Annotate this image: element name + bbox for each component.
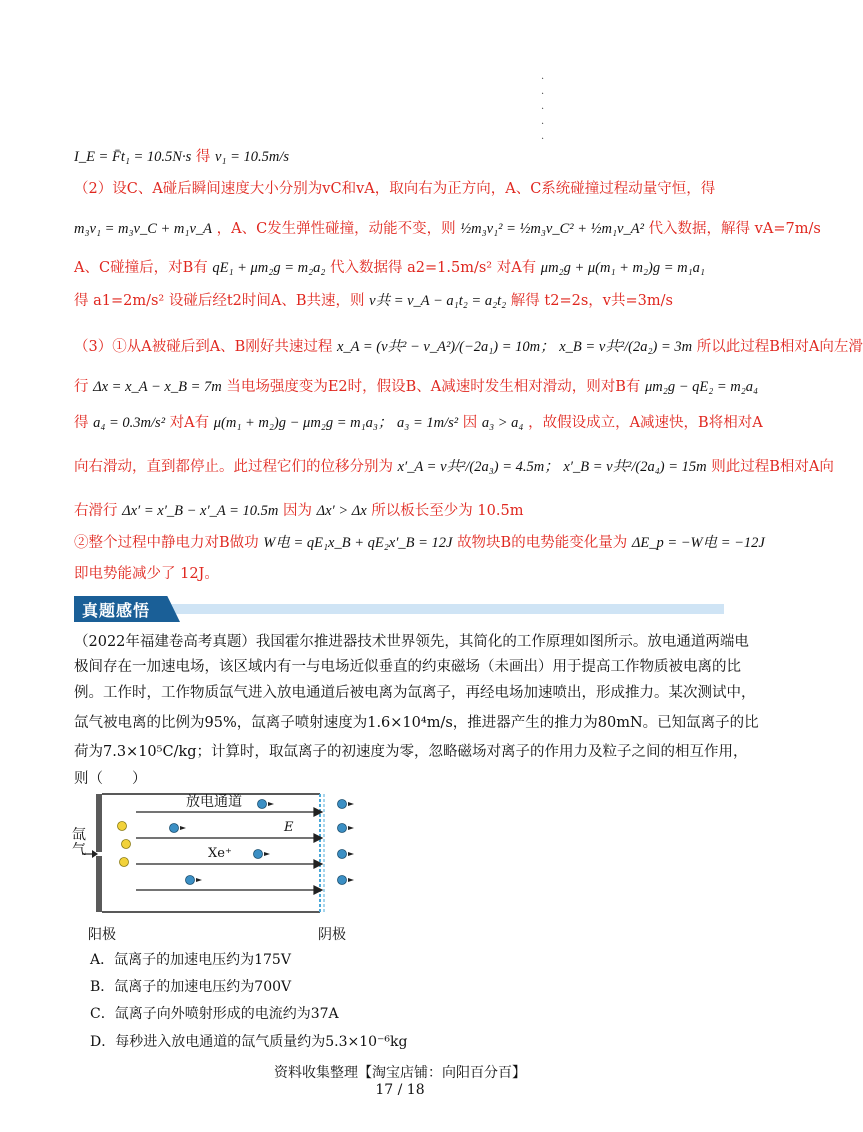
- cathode-label: 阴极: [318, 927, 346, 943]
- text-work: ②整个过程中静电力对B做功: [74, 535, 259, 551]
- question-line-2: 极间存在一加速电场，该区域内有一与电场近似垂直的约束磁场（未画出）用于提高工作物质被电离的比: [74, 659, 741, 675]
- gas-label: 氙气: [72, 827, 86, 858]
- xb-formula: x_B = v共²/(2a₂) = 3m: [559, 339, 693, 355]
- field-label: E: [284, 820, 294, 835]
- ion-4: [186, 876, 195, 885]
- energy-formula: ½m₃v₁² = ½m₃v_C² + ½m₁v_A²: [460, 221, 644, 237]
- section-banner: [74, 596, 724, 622]
- ion-out-1: [338, 800, 347, 809]
- solution-line-7: [74, 376, 758, 398]
- xenon-atom-1: [118, 822, 127, 831]
- ion-1: [258, 800, 267, 809]
- xenon-atom-3: [120, 858, 129, 867]
- text-because: 因: [462, 415, 478, 431]
- option-b: B．氙离子的加速电压约为700V: [90, 979, 292, 995]
- hall-thruster-diagram: [74, 792, 384, 918]
- solution-line-12: 即电势能减少了 12J。: [74, 566, 219, 582]
- top-dots: · · · · ·: [541, 74, 545, 145]
- b-decel-formula: μm₂g − qE₂ = m₂a₄: [645, 379, 759, 395]
- anode-plate-bottom: [96, 856, 102, 912]
- text-a2: 代入数据得 a2=1.5m/s² 对A有: [330, 260, 537, 276]
- xb-prime-formula: x′_B = v共²/(2a₄) = 15m: [563, 459, 707, 475]
- question-line-5: 荷为7.3×10⁵C/kg；计算时，取氙离子的初速度为零，忽略磁场对离子的作用力及粒子之间的相互作用，: [74, 744, 748, 760]
- a3-gt-a4: a₃ > a₄: [481, 415, 524, 431]
- delta-x-formula: Δx = x_A − x_B = 7m: [93, 379, 222, 395]
- solution-line-10: [74, 500, 523, 522]
- b-force-formula: qE₁ + μm₂g = m₂a₂: [212, 260, 326, 276]
- page-number: 17 / 18: [375, 1082, 425, 1098]
- question-line-4: 氙气被电离的比例为95%，氙离子喷射速度为1.6×10⁴m/s，推进器产生的推力为80mN。已知氙离子的比: [74, 715, 759, 731]
- footer-source: 资料收集整理【淘宝店铺：向阳百分百】: [274, 1065, 526, 1081]
- text-de-2: 得: [74, 415, 89, 431]
- ion-arrows-outside: [348, 802, 354, 882]
- text-hang: 行: [74, 379, 89, 395]
- solution-line-11: [74, 532, 765, 554]
- ion-label: Xe⁺: [208, 846, 232, 861]
- a4-value: a₄ = 0.3m/s²: [93, 415, 166, 431]
- ions-outside: [338, 800, 347, 885]
- text-a1: 得 a1=2m/s² 设碰后经t2时间A、B共速，则: [74, 293, 365, 309]
- question-line-3: 例。工作时，工作物质氙气进入放电通道后被电离为氙离子，再经电场加速喷出，形成推力。某次测试中，: [74, 685, 756, 701]
- banner-title: 真题感悟: [82, 601, 151, 620]
- ion-arrows-inside: [180, 802, 274, 882]
- text-de: 得: [195, 149, 211, 165]
- text-t2: 解得 t2=2s，v共=3m/s: [510, 293, 673, 309]
- solution-line-4: [74, 257, 705, 279]
- solution-line-8: [74, 412, 763, 434]
- solution-line-9: [74, 456, 834, 478]
- xa-prime-formula: x′_A = v共²/(2a₃) = 4.5m；: [397, 459, 559, 475]
- xenon-atom-2: [122, 840, 131, 849]
- ion-out-3: [338, 850, 347, 859]
- common-velocity-formula: v共 = v_A − a₁t₂ = a₂t₂: [369, 293, 507, 309]
- channel-label: 放电通道: [186, 794, 242, 810]
- text-board-length: 所以板长至少为 10.5m: [371, 503, 524, 519]
- work-formula: W电 = qE₁x_B + qE₂x′_B = 12J: [263, 535, 453, 551]
- field-arrowhead-4: [314, 886, 322, 894]
- ion-out-4: [338, 876, 347, 885]
- a3-formula: μ(m₁ + m₂)g − μm₂g = m₁a₃；: [213, 415, 393, 431]
- elastic-text: ，A、C发生弹性碰撞，动能不变，则: [216, 221, 456, 237]
- text-for-a: 对A有: [169, 415, 210, 431]
- question-line-1: （2022年福建卷高考真题）我国霍尔推进器技术世界领先，其简化的工作原理如图所示。放电通道两端电: [74, 634, 749, 650]
- ion-out-2: [338, 824, 347, 833]
- solution-line-2: （2）设C、A碰后瞬间速度大小分别为vC和vA，取向右为正方向，A、C系统碰撞过程动量守恒，得: [74, 181, 716, 197]
- anode-label: 阳极: [88, 927, 116, 943]
- solution-line-3: [74, 218, 821, 240]
- option-a: A．氙离子的加速电压约为175V: [90, 952, 291, 968]
- ion-2: [170, 824, 179, 833]
- solution-line-5: [74, 290, 673, 312]
- text-e2: 当电场强度变为E2时，假设B、A减速时发生相对滑动，则对B有: [226, 379, 641, 395]
- anode-plate-top: [96, 794, 102, 852]
- text-assumption: ，故假设成立，A减速快，B将相对A: [528, 415, 763, 431]
- impulse-formula: I_E = F̄t₁ = 10.5N·s: [74, 149, 192, 165]
- text-part3: （3）①从A被碰后到A、B刚好共速过程: [74, 339, 333, 355]
- momentum-formula: m₃v₁ = m₃v_C + m₁v_A: [74, 221, 212, 237]
- solution-line-6: [74, 336, 863, 358]
- text-slide-right: 向右滑动，直到都停止。此过程它们的位移分别为: [74, 459, 393, 475]
- option-c: C．氙离子向外喷射形成的电流约为37A: [90, 1006, 339, 1022]
- a-force-formula: μm₂g + μ(m₁ + m₂)g = m₁a₁: [540, 260, 705, 276]
- ion-3: [254, 850, 263, 859]
- compare-formula: Δx′ > Δx: [316, 503, 367, 519]
- text-right-slide: 右滑行: [74, 503, 118, 519]
- text-relative: 则此过程B相对A向: [711, 459, 834, 475]
- delta-x-prime-formula: Δx′ = x′_B − x′_A = 10.5m: [122, 503, 279, 519]
- option-d: D．每秒进入放电通道的氙气质量约为5.3×10⁻⁶kg: [90, 1034, 408, 1050]
- a3-value: a₃ = 1m/s²: [397, 415, 459, 431]
- text-after-collision: A、C碰撞后，对B有: [74, 260, 208, 276]
- potential-formula: ΔE_p = −W电 = −12J: [631, 535, 765, 551]
- xa-formula: x_A = (v共² − v_A²)/(−2a₁) = 10m；: [336, 339, 555, 355]
- velocity-formula: v₁ = 10.5m/s: [214, 149, 289, 165]
- text-potential: 故物块B的电势能变化量为: [457, 535, 628, 551]
- text-because-2: 因为: [282, 503, 312, 519]
- solution-line-1: [74, 146, 289, 168]
- text-slide-left: 所以此过程B相对A向左滑: [696, 339, 863, 355]
- result-va: 代入数据，解得 vA=7m/s: [648, 221, 821, 237]
- question-line-6: 则（ ）: [74, 771, 147, 787]
